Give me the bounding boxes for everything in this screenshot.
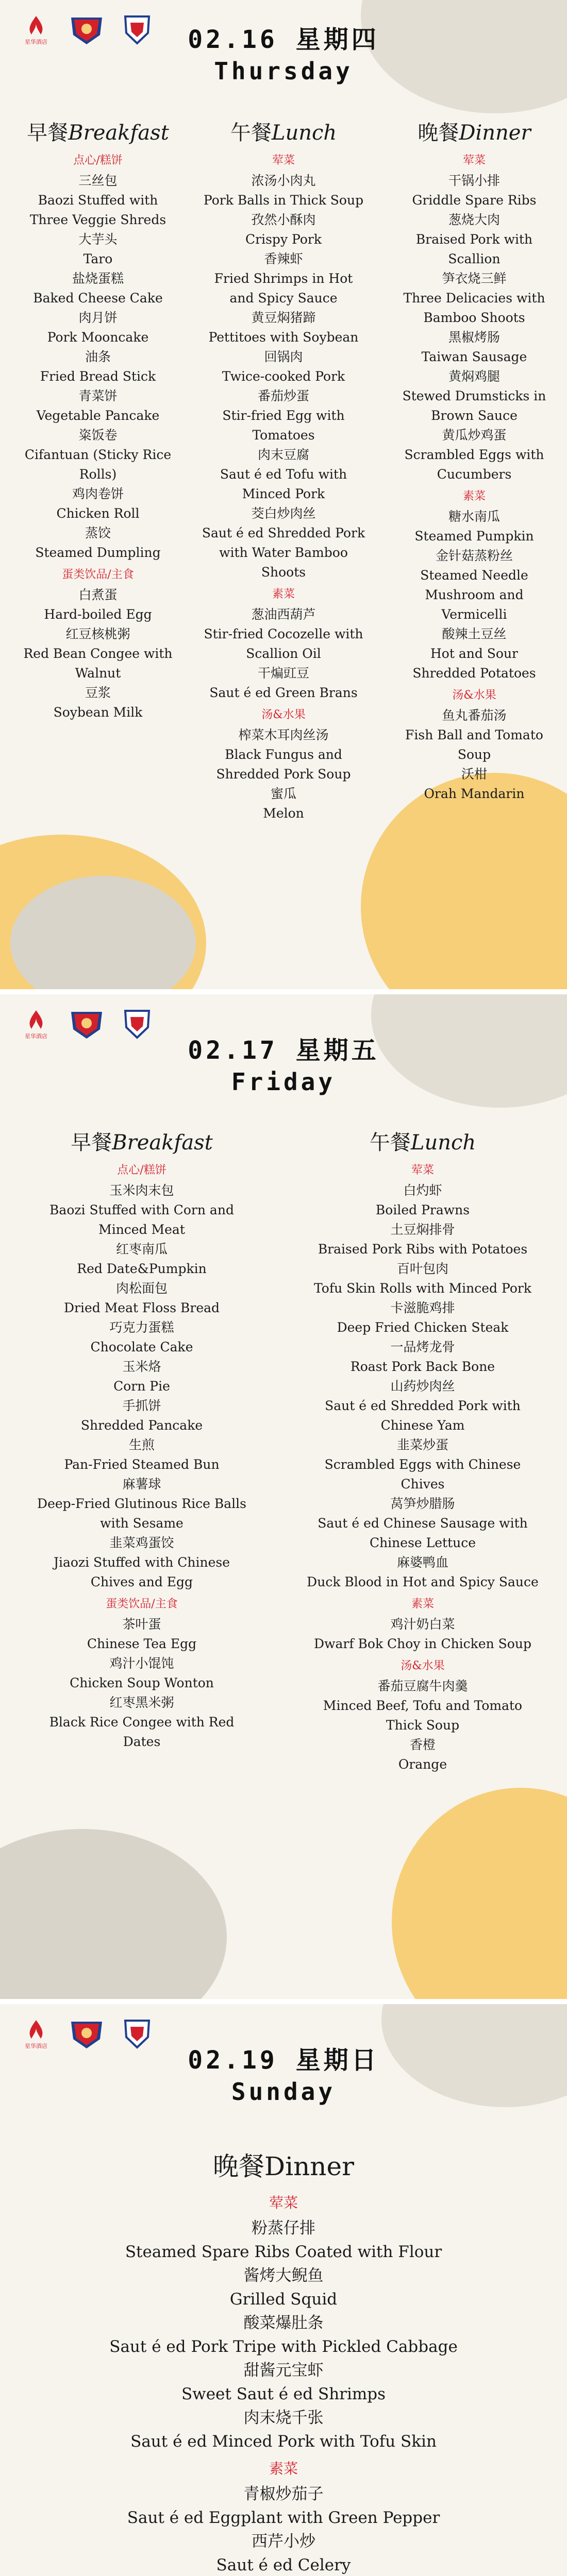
menu-list bbox=[304, 1676, 541, 1774]
menu-item: Saut é ed Pork Tripe with Pickled Cabbage bbox=[109, 2337, 458, 2356]
dinner-column bbox=[0, 2148, 567, 2576]
menu-item: Soybean Milk bbox=[53, 705, 143, 720]
menu-item: Dried Meat Floss Bread bbox=[63, 1300, 220, 1315]
menu-list bbox=[31, 1181, 253, 1592]
menu-item: Saut é ed Tofu with Minced Pork bbox=[220, 467, 347, 501]
menu-item: Chicken Soup Wonton bbox=[70, 1675, 214, 1690]
menu-item: Chocolate Cake bbox=[90, 1340, 193, 1354]
menu-item: 韭菜炒蛋 bbox=[396, 1437, 448, 1452]
menu-item: Crispy Pork bbox=[245, 232, 322, 247]
meal-title: 早餐Breakfast bbox=[27, 121, 169, 145]
menu-item: Saut é ed Chinese Sausage with Chinese Lettuce bbox=[318, 1516, 528, 1550]
svg-text:星华酒店: 星华酒店 bbox=[25, 39, 47, 45]
menu-item: Pan-Fried Steamed Bun bbox=[64, 1457, 220, 1472]
svg-text:星华酒店: 星华酒店 bbox=[25, 1033, 47, 1040]
menu-item: 蒸饺 bbox=[85, 526, 111, 540]
menu-item: 甜酱元宝虾 bbox=[243, 2361, 324, 2380]
menu-item: 葱烧大肉 bbox=[448, 212, 500, 227]
category-label: 荤菜 bbox=[269, 2194, 298, 2211]
menu-item: Hard-boiled Egg bbox=[44, 607, 152, 622]
menu-item: 葱油西葫芦 bbox=[251, 607, 316, 622]
header bbox=[0, 2040, 567, 2106]
menu-item: Melon bbox=[263, 806, 304, 821]
category-label: 荤菜 bbox=[411, 1164, 434, 1177]
header-day: Friday bbox=[231, 1068, 336, 1096]
breakfast-column bbox=[21, 118, 175, 722]
category-label: 汤&水果 bbox=[261, 708, 306, 721]
menu-list bbox=[21, 171, 175, 563]
meal-title: 早餐Breakfast bbox=[71, 1131, 213, 1155]
category-label: 点心/糕饼 bbox=[117, 1164, 166, 1177]
menu-item: Stir-fried Egg with Tomatoes bbox=[222, 408, 345, 443]
svg-text:星华酒店: 星华酒店 bbox=[25, 2043, 47, 2049]
category-label: 素菜 bbox=[411, 1598, 434, 1611]
header-day: Sunday bbox=[231, 2078, 336, 2106]
menu-item: 肉末豆腐 bbox=[257, 447, 309, 462]
menu-item: Stir-fried Cocozelle with Scallion Oil bbox=[204, 626, 363, 661]
menu-item: Dwarf Bok Choy in Chicken Soup bbox=[314, 1636, 531, 1651]
menu-item: Hot and Sour Shredded Potatoes bbox=[412, 646, 536, 681]
menu-item: Baozi Stuffed with Corn and Minced Meat bbox=[49, 1202, 234, 1237]
menu-item: 番茄炒蛋 bbox=[257, 388, 309, 403]
dinner-column bbox=[397, 118, 552, 804]
menu-item: Pork Balls in Thick Soup bbox=[203, 193, 364, 208]
menu-list bbox=[0, 2482, 567, 2576]
menu-list bbox=[397, 171, 552, 484]
category-label: 荤菜 bbox=[462, 154, 486, 167]
menu-item: 糖水南瓜 bbox=[448, 509, 500, 524]
category-label: 汤&水果 bbox=[452, 689, 496, 702]
menu-item: 黄豆焖猪蹄 bbox=[251, 310, 316, 325]
menu-list bbox=[31, 1615, 253, 1752]
menu-item: 金针菇蒸粉丝 bbox=[435, 548, 513, 563]
menu-item: Braised Pork Ribs with Potatoes bbox=[318, 1242, 528, 1257]
menu-item: Tofu Skin Rolls with Minced Pork bbox=[314, 1281, 531, 1296]
menu-item: 大芋头 bbox=[78, 232, 118, 247]
decor-yellow-blob bbox=[392, 1788, 567, 1999]
menu-item: Corn Pie bbox=[113, 1379, 170, 1394]
menu-item: Cifantuan (Sticky Rice Rolls) bbox=[24, 447, 172, 482]
menu-item: 番茄豆腐牛肉羹 bbox=[377, 1679, 468, 1693]
menu-item: Fried Bread Stick bbox=[40, 369, 156, 384]
header-date: 02.19 星期日 bbox=[188, 2046, 379, 2075]
header-date: 02.16 星期四 bbox=[188, 25, 379, 54]
menu-item: Griddle Spare Ribs bbox=[412, 193, 537, 208]
menu-list bbox=[21, 585, 175, 722]
menu-item: 鱼丸番茄汤 bbox=[442, 708, 507, 723]
menu-item: 鸡汁奶白菜 bbox=[390, 1617, 455, 1632]
menu-item: Braised Pork with Scallion bbox=[415, 232, 533, 266]
menu-list bbox=[201, 171, 366, 582]
menu-item: 红枣黑米粥 bbox=[109, 1695, 174, 1710]
menu-item: Orange bbox=[398, 1757, 447, 1772]
menu-item: 土豆焖排骨 bbox=[390, 1222, 455, 1237]
menu-item: 玉米烙 bbox=[122, 1359, 161, 1374]
menu-item: Scrambled Eggs with Chinese Chives bbox=[324, 1457, 521, 1492]
header bbox=[0, 20, 567, 85]
menu-item: 粉蒸仔排 bbox=[252, 2219, 315, 2238]
menu-item: Scrambled Eggs with Cucumbers bbox=[404, 447, 544, 482]
meal-title: 晚餐Dinner bbox=[418, 121, 531, 145]
decor-yellow-blob bbox=[361, 773, 567, 989]
menu-item: 白灼虾 bbox=[403, 1183, 442, 1198]
menu-item: 酸辣土豆丝 bbox=[442, 626, 507, 641]
menu-item: Saut é ed Shredded Pork with Chinese Yam bbox=[325, 1398, 521, 1433]
menu-item: 鸡肉卷饼 bbox=[72, 486, 124, 501]
menu-list bbox=[304, 1615, 541, 1654]
menu-item: Minced Beef, Tofu and Tomato Thick Soup bbox=[323, 1698, 523, 1733]
menu-item: 鸡汁小馄饨 bbox=[109, 1656, 174, 1671]
menu-item: 浓汤小肉丸 bbox=[251, 173, 316, 188]
menu-item: 笋衣烧三鲜 bbox=[442, 271, 507, 286]
menu-item: Vegetable Pancake bbox=[36, 408, 160, 423]
menu-item: 手抓饼 bbox=[122, 1398, 161, 1413]
menu-item: Steamed Dumpling bbox=[35, 545, 161, 560]
menu-item: Orah Mandarin bbox=[424, 786, 525, 801]
menu-item: 韭菜鸡蛋饺 bbox=[109, 1535, 174, 1550]
menu-item: Taro bbox=[83, 251, 113, 266]
category-label: 蛋类饮品/主食 bbox=[62, 568, 134, 581]
menu-item: 白煮蛋 bbox=[78, 587, 118, 602]
menu-item: 红枣南瓜 bbox=[115, 1242, 168, 1257]
header-date: 02.17 星期五 bbox=[188, 1036, 379, 1065]
menu-item: 麻薯球 bbox=[122, 1477, 161, 1492]
menu-item: 黄焖鸡腿 bbox=[448, 369, 500, 384]
menu-item: 香橙 bbox=[409, 1737, 436, 1752]
menu-item: 肉末烧千张 bbox=[243, 2409, 324, 2427]
section-friday bbox=[0, 994, 567, 1999]
menu-item: 巧克力蛋糕 bbox=[109, 1320, 174, 1335]
menu-item: 百叶包肉 bbox=[396, 1261, 448, 1276]
menu-item: Steamed Spare Ribs Coated with Flour bbox=[125, 2243, 442, 2261]
menu-list bbox=[0, 2216, 567, 2453]
menu-item: 油条 bbox=[85, 349, 111, 364]
menu-item: 肉月饼 bbox=[78, 310, 118, 325]
menu-item: 茭白炒肉丝 bbox=[251, 506, 316, 521]
menu-item: Black Rice Congee with Red Dates bbox=[49, 1715, 235, 1749]
menu-item: Saut é ed Minced Pork with Tofu Skin bbox=[130, 2432, 437, 2451]
category-label: 点心/糕饼 bbox=[73, 154, 123, 167]
menu-item: Jiaozi Stuffed with Chinese Chives and Egg bbox=[53, 1555, 230, 1589]
menu-item: Deep Fried Chicken Steak bbox=[337, 1320, 509, 1335]
menu-list bbox=[304, 1181, 541, 1592]
section-sunday bbox=[0, 2004, 567, 2576]
menu-item: 青菜饼 bbox=[78, 388, 118, 403]
menu-list bbox=[201, 725, 366, 823]
menu-item: 一品烤龙骨 bbox=[390, 1340, 455, 1354]
meal-title: 午餐Lunch bbox=[230, 121, 337, 145]
menu-item: 干锅小排 bbox=[448, 173, 500, 188]
category-label: 荤菜 bbox=[272, 154, 295, 167]
category-label: 蛋类饮品/主食 bbox=[106, 1598, 178, 1611]
menu-item: 卡滋脆鸡排 bbox=[390, 1300, 455, 1315]
menu-item: 香辣虾 bbox=[264, 251, 303, 266]
category-label: 素菜 bbox=[462, 490, 486, 503]
menu-item: Stewed Drumsticks in Brown Sauce bbox=[402, 388, 546, 423]
menu-item: 沃柑 bbox=[461, 767, 487, 782]
menu-item: Three Delicacies with Bamboo Shoots bbox=[403, 291, 545, 325]
menu-item: Chicken Roll bbox=[56, 506, 140, 521]
menu-item: Sweet Saut é ed Shrimps bbox=[181, 2385, 386, 2403]
menu-item: Taiwan Sausage bbox=[421, 349, 527, 364]
menu-item: 玉米肉末包 bbox=[109, 1183, 174, 1198]
menu-item: Baked Cheese Cake bbox=[33, 291, 163, 306]
menu-item: Shredded Pancake bbox=[80, 1418, 203, 1433]
menu-item: Red Date&Pumpkin bbox=[77, 1261, 207, 1276]
menu-item: 西芹小炒 bbox=[252, 2532, 315, 2551]
category-label: 汤&水果 bbox=[401, 1659, 445, 1672]
menu-item: Saut é ed Green Brans bbox=[209, 685, 358, 700]
menu-item: Pettitoes with Soybean bbox=[208, 330, 359, 345]
menu-item: Pork Mooncake bbox=[47, 330, 149, 345]
menu-item: Roast Pork Back Bone bbox=[350, 1359, 495, 1374]
menu-item: 茶叶蛋 bbox=[122, 1617, 161, 1632]
menu-list bbox=[397, 706, 552, 804]
menu-item: Deep-Fried Glutinous Rice Balls with Sesame bbox=[37, 1496, 246, 1531]
menu-item: 干煸豇豆 bbox=[257, 666, 309, 681]
menu-item: 豆浆 bbox=[85, 685, 111, 700]
menu-item: 粢饭卷 bbox=[78, 428, 118, 443]
menu-item: Grilled Squid bbox=[229, 2290, 338, 2309]
menu-item: Baozi Stuffed with Three Veggie Shreds bbox=[29, 193, 166, 227]
header bbox=[0, 1030, 567, 1096]
menu-item: Boiled Prawns bbox=[375, 1202, 470, 1217]
menu-item: 麻婆鸭血 bbox=[396, 1555, 448, 1570]
menu-item: Red Bean Congee with Walnut bbox=[23, 646, 173, 681]
menu-item: 黄瓜炒鸡蛋 bbox=[442, 428, 507, 443]
menu-list bbox=[201, 605, 366, 703]
lunch-column bbox=[201, 118, 366, 823]
menu-item: 酱烤大鲵鱼 bbox=[243, 2266, 324, 2285]
menu-item: Steamed Needle Mushroom and Vermicelli bbox=[420, 568, 528, 622]
menu-item: Duck Blood in Hot and Spicy Sauce bbox=[307, 1574, 539, 1589]
header-day: Thursday bbox=[214, 57, 353, 85]
decor-grey-blob bbox=[0, 1829, 227, 1999]
menu-item: Fried Shrimps in Hot and Spicy Sauce bbox=[214, 271, 353, 306]
menu-item: 榨菜木耳肉丝汤 bbox=[238, 727, 329, 742]
menu-item: Twice-cooked Pork bbox=[222, 369, 345, 384]
category-label: 素菜 bbox=[272, 588, 295, 601]
meal-title: 晚餐Dinner bbox=[213, 2151, 354, 2181]
menu-item: Black Fungus and Shredded Pork Soup bbox=[216, 747, 351, 782]
menu-item: 莴笋炒腊肠 bbox=[390, 1496, 455, 1511]
lunch-column bbox=[304, 1128, 541, 1774]
menu-item: 肉松面包 bbox=[115, 1281, 168, 1296]
menu-item: 孜然小酥肉 bbox=[251, 212, 316, 227]
menu-item: 盐烧蛋糕 bbox=[72, 271, 124, 286]
menu-item: 蜜瓜 bbox=[270, 786, 296, 801]
category-label: 素菜 bbox=[269, 2460, 298, 2477]
menu-item: 回锅肉 bbox=[264, 349, 303, 364]
menu-item: Saut é ed Shredded Pork with Water Bamboo Shoots bbox=[202, 526, 365, 580]
menu-item: 酸菜爆肚条 bbox=[243, 2314, 324, 2332]
menu-item: Saut é ed Celery bbox=[216, 2556, 351, 2574]
section-thursday bbox=[0, 0, 567, 989]
menu-item: 生煎 bbox=[128, 1437, 155, 1452]
menu-item: Chinese Tea Egg bbox=[87, 1636, 197, 1651]
menu-item: Saut é ed Eggplant with Green Pepper bbox=[127, 2509, 440, 2527]
menu-item: 青椒炒茄子 bbox=[243, 2485, 324, 2503]
menu-item: 红豆核桃粥 bbox=[65, 626, 130, 641]
breakfast-column bbox=[31, 1128, 253, 1752]
menu-item: 黑椒烤肠 bbox=[448, 330, 500, 345]
menu-list bbox=[397, 507, 552, 683]
meal-title: 午餐Lunch bbox=[369, 1131, 476, 1155]
menu-item: Fish Ball and Tomato Soup bbox=[405, 727, 543, 762]
menu-item: Steamed Pumpkin bbox=[414, 529, 534, 544]
menu-item: 山药炒肉丝 bbox=[390, 1379, 455, 1394]
menu-item: 三丝包 bbox=[78, 173, 118, 188]
